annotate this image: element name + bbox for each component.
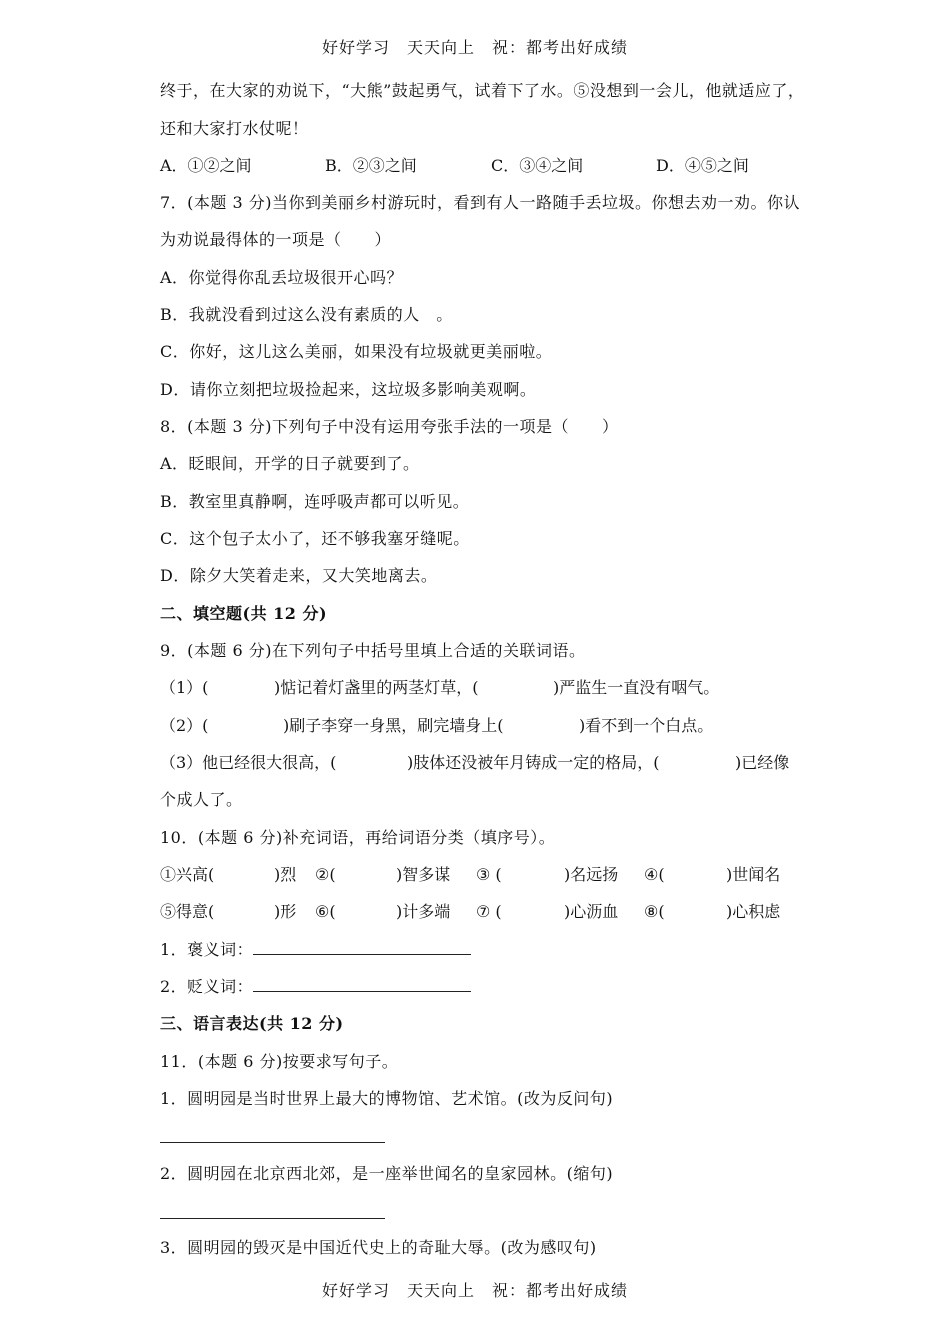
q9-s2-part-a: （2）(: [160, 716, 209, 735]
q10-positive-answer-blank[interactable]: [253, 940, 471, 955]
q7-option-a[interactable]: A．你觉得你乱丢垃圾很开心吗？: [160, 268, 404, 287]
q11-item-2: 2．圆明园在北京西北郊，是一座举世闻名的皇家园林。(缩句): [160, 1164, 614, 1183]
q10-idiom-7-part-a: ⑦ (: [476, 902, 502, 921]
q11-item-1: 1．圆明园是当时世界上最大的博物馆、艺术馆。(改为反问句): [160, 1089, 614, 1108]
q7-option-d[interactable]: D．请你立刻把垃圾捡起来，这垃圾多影响美观啊。: [160, 380, 537, 399]
q11-item-1-answer-line[interactable]: [160, 1142, 385, 1143]
q7-stem-line-2: 为劝说最得体的一项是（ ）: [160, 230, 392, 249]
q11-item-2-answer-line[interactable]: [160, 1218, 385, 1219]
q10-idiom-5-part-b: )形: [274, 902, 297, 921]
q9-s2-part-c: )看不到一个白点。: [579, 716, 714, 735]
q10-idiom-1-part-b: )烈: [274, 865, 297, 884]
q6-option-d[interactable]: D．④⑤之间: [656, 156, 749, 175]
q10-idiom-5-part-a: ⑤得意(: [160, 902, 215, 921]
q10-idiom-7-part-b: )心沥血: [564, 902, 619, 921]
q11-item-3: 3．圆明园的毁灭是中国近代史上的奇耻大辱。(改为感叹句): [160, 1238, 597, 1257]
q9-s1-part-b: )惦记着灯盏里的两茎灯草，(: [274, 678, 479, 697]
q10-positive-words-line: [160, 940, 471, 960]
q9-s3-part-a: （3）他已经很大很高，(: [160, 753, 337, 772]
q9-s1-part-c: )严监生一直没有咽气。: [553, 678, 720, 697]
q10-negative-words-line: [160, 977, 471, 997]
q8-option-b[interactable]: B．教室里真静啊，连呼吸声都可以听见。: [160, 492, 470, 511]
q10-idiom-3-part-b: )名远扬: [564, 865, 619, 884]
q10-row-2: [0, 902, 950, 922]
q10-idiom-6-part-b: )计多端: [396, 902, 451, 921]
page-header: 好好学习 天天向上 祝：都考出好成绩: [321, 38, 628, 57]
q10-idiom-8-part-a: ⑧(: [644, 902, 665, 921]
q9-s1-part-a: （1）(: [160, 678, 209, 697]
q8-option-c[interactable]: C．这个包子太小了，还不够我塞牙缝呢。: [160, 529, 470, 548]
q7-option-c[interactable]: C．你好，这儿这么美丽，如果没有垃圾就更美丽啦。: [160, 342, 553, 361]
q6-option-b[interactable]: B．②③之间: [325, 156, 417, 175]
q9-s3-part-c: )已经像: [735, 753, 790, 772]
q8-stem: 8．(本题 3 分)下列句子中没有运用夸张手法的一项是（ ）: [160, 417, 619, 436]
q9-sentence-3: [0, 753, 950, 773]
q10-negative-answer-blank[interactable]: [253, 977, 471, 992]
q10-idiom-2-part-b: )智多谋: [396, 865, 451, 884]
intro-line-2: 还和大家打水仗呢！: [160, 119, 309, 138]
section-3-title: 三、语言表达(共 12 分): [160, 1014, 344, 1033]
q8-option-a[interactable]: A．眨眼间，开学的日子就要到了。: [160, 454, 420, 473]
q9-sentence-2: [0, 716, 950, 736]
q10-positive-label: 1．褒义词：: [160, 940, 254, 959]
q10-stem: 10．(本题 6 分)补充词语，再给词语分类（填序号）。: [160, 828, 556, 847]
q10-negative-label: 2．贬义词：: [160, 977, 254, 996]
q10-idiom-8-part-b: )心积虑: [726, 902, 781, 921]
q10-row-1: [0, 865, 950, 885]
q10-idiom-4-part-b: )世闻名: [726, 865, 781, 884]
q11-stem: 11．(本题 6 分)按要求写句子。: [160, 1052, 399, 1071]
q10-idiom-1-part-a: ①兴高(: [160, 865, 215, 884]
q8-option-d[interactable]: D．除夕大笑着走来，又大笑地离去。: [160, 566, 438, 585]
q7-option-b[interactable]: B．我就没看到过这么没有素质的人 。: [160, 305, 453, 324]
intro-line-1: 终于，在大家的劝说下，“大熊”鼓起勇气，试着下了水。⑤没想到一会儿，他就适应了，: [160, 81, 805, 100]
q9-stem: 9．(本题 6 分)在下列句子中括号里填上合适的关联词语。: [160, 641, 586, 660]
page-footer: 好好学习 天天向上 祝：都考出好成绩: [321, 1281, 628, 1300]
q10-idiom-6-part-a: ⑥(: [315, 902, 336, 921]
section-2-title: 二、填空题(共 12 分): [160, 604, 328, 623]
q6-option-c[interactable]: C．③④之间: [491, 156, 584, 175]
q7-stem-line-1: 7．(本题 3 分)当你到美丽乡村游玩时，看到有人一路随手丢垃圾。你想去劝一劝。你认: [160, 193, 801, 212]
q9-sentence-3-continued: 个成人了。: [160, 790, 243, 809]
q6-option-a[interactable]: A．①②之间: [160, 156, 252, 175]
q10-idiom-2-part-a: ②(: [315, 865, 336, 884]
q10-idiom-3-part-a: ③ (: [476, 865, 502, 884]
q9-sentence-1: [0, 678, 950, 698]
q9-s3-part-b: )肢体还没被年月铸成一定的格局，(: [407, 753, 660, 772]
q10-idiom-4-part-a: ④(: [644, 865, 665, 884]
q9-s2-part-b: )刷子李穿一身黑，刷完墙身上(: [283, 716, 504, 735]
